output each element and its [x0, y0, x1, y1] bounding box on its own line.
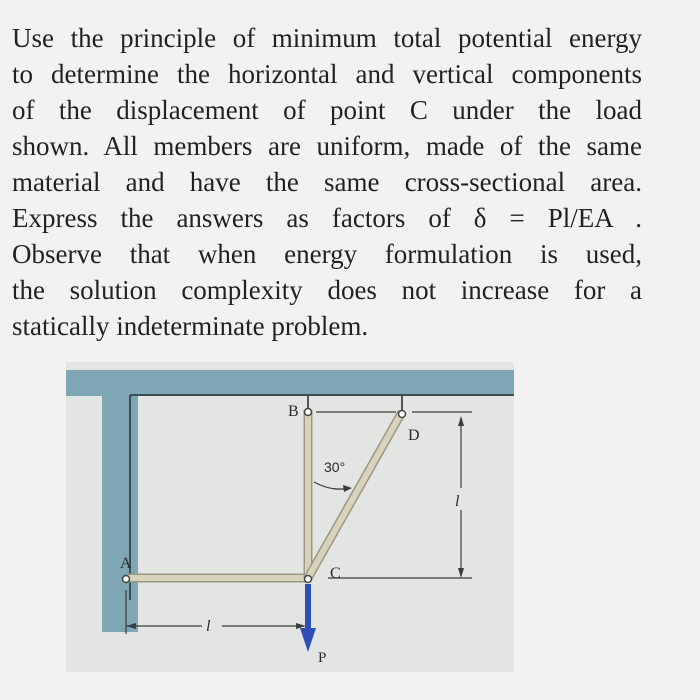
problem-line: of the displacement of point C under the load	[12, 95, 642, 125]
label-D: D	[408, 427, 420, 444]
pin-B	[305, 409, 312, 416]
problem-line: shown. All members are uniform, made of the same	[12, 131, 642, 161]
problem-statement	[12, 20, 642, 344]
problem-line: Use the principle of minimum total potential energy	[12, 23, 642, 53]
label-P: P	[318, 650, 327, 666]
label-angle: 30°	[324, 459, 346, 475]
pin-C	[305, 576, 312, 583]
label-length-horizontal: l	[206, 618, 211, 635]
problem-line: Observe that when energy formulation is used,	[12, 239, 642, 269]
truss-diagram	[66, 362, 514, 672]
truss-figure	[66, 362, 514, 672]
label-length-vertical: l	[455, 493, 460, 510]
problem-line: material and have the same cross-sectional area.	[12, 167, 642, 197]
pin-A	[123, 576, 130, 583]
problem-line: statically indeterminate problem.	[12, 311, 369, 341]
problem-line: to determine the horizontal and vertical components	[12, 59, 642, 89]
problem-line: the solution complexity does not increase for a	[12, 275, 642, 305]
label-A: A	[120, 555, 132, 572]
problem-line: Express the answers as factors of δ = Pl/EA .	[12, 203, 642, 233]
label-B: B	[288, 403, 299, 420]
label-C: C	[330, 565, 341, 582]
pin-D	[399, 411, 406, 418]
